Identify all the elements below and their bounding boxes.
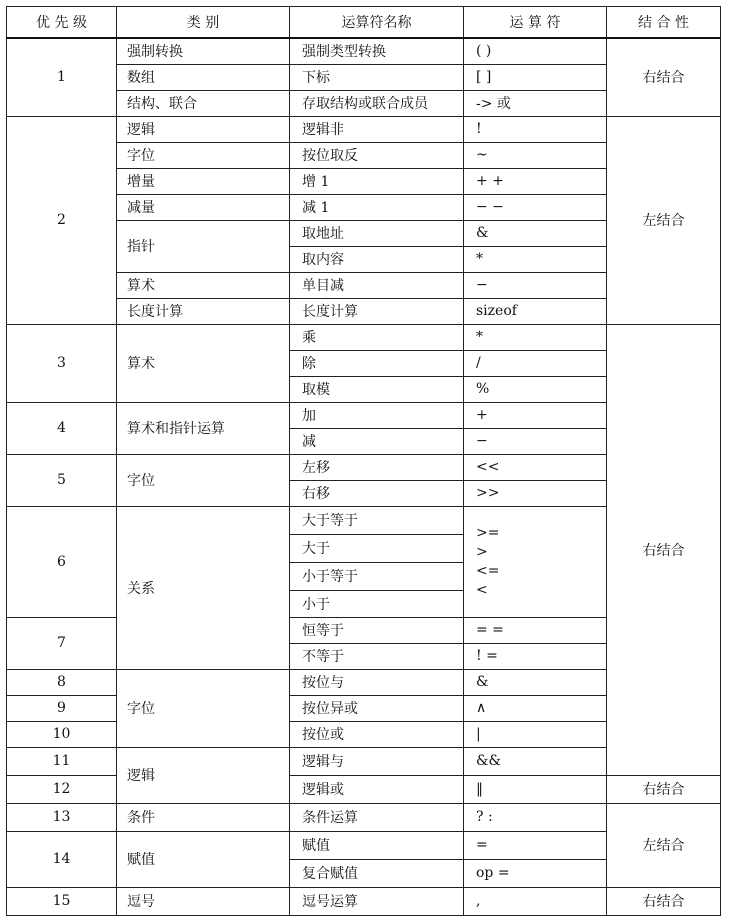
- category-cell: 算术和指针运算: [117, 402, 290, 454]
- operator-precedence-table: [6, 6, 721, 916]
- operator-cell: ~: [464, 142, 607, 168]
- header-category: 类 别: [117, 7, 290, 39]
- operator-name-cell: 大于等于: [290, 506, 464, 534]
- operator-name-cell: 乘: [290, 324, 464, 350]
- category-cell: 指针: [117, 220, 290, 272]
- operator-ge: >=: [476, 524, 500, 541]
- priority-cell: 10: [7, 721, 117, 747]
- associativity-cell: 右结合: [607, 38, 721, 116]
- operator-name-cell: 下标: [290, 64, 464, 90]
- operator-cell: <<: [464, 454, 607, 480]
- category-cell: 算术: [117, 324, 290, 402]
- operator-cell: &: [464, 220, 607, 246]
- header-priority: 优 先 级: [7, 7, 117, 39]
- operator-cell: ! =: [464, 643, 607, 669]
- operator-name-cell: 逻辑或: [290, 775, 464, 803]
- priority-cell: 8: [7, 669, 117, 695]
- operator-cell: =: [464, 831, 607, 859]
- category-cell: 逗号: [117, 887, 290, 915]
- category-cell: 字位: [117, 669, 290, 747]
- operator-name-cell: 逗号运算: [290, 887, 464, 915]
- priority-cell: 3: [7, 324, 117, 402]
- operator-cell: ∧: [464, 695, 607, 721]
- header-associativity: 结 合 性: [607, 7, 721, 39]
- associativity-cell: 左结合: [607, 803, 721, 887]
- operator-name-cell: 大于: [290, 534, 464, 562]
- operator-name-cell: 恒等于: [290, 617, 464, 643]
- operator-name-cell: 强制类型转换: [290, 38, 464, 64]
- operator-name-cell: 按位异或: [290, 695, 464, 721]
- operator-cell: -> 或: [464, 90, 607, 116]
- priority-cell: 4: [7, 402, 117, 454]
- table-row: [7, 38, 721, 64]
- category-cell: 强制转换: [117, 38, 290, 64]
- associativity-cell: 右结合: [607, 887, 721, 915]
- category-cell: 算术: [117, 272, 290, 298]
- category-cell: 逻辑: [117, 116, 290, 142]
- category-cell: 增量: [117, 168, 290, 194]
- table-row: [7, 803, 721, 831]
- category-cell: 关系: [117, 506, 290, 669]
- associativity-cell: 右结合: [607, 324, 721, 775]
- operator-name-cell: 按位与: [290, 669, 464, 695]
- category-cell: 结构、联合: [117, 90, 290, 116]
- category-cell: 减量: [117, 194, 290, 220]
- operator-name-cell: 除: [290, 350, 464, 376]
- operator-cell: ? :: [464, 803, 607, 831]
- priority-cell: 9: [7, 695, 117, 721]
- priority-cell: 1: [7, 38, 117, 116]
- header-row: [7, 7, 721, 39]
- category-cell: 字位: [117, 454, 290, 506]
- category-cell: 数组: [117, 64, 290, 90]
- operator-cell: [ ]: [464, 64, 607, 90]
- operator-name-cell: 按位或: [290, 721, 464, 747]
- operator-lt: <: [476, 581, 488, 598]
- operator-name-cell: 长度计算: [290, 298, 464, 324]
- operator-le: <=: [476, 562, 500, 579]
- operator-name-cell: 左移: [290, 454, 464, 480]
- category-cell: 条件: [117, 803, 290, 831]
- operator-gt: >: [476, 543, 488, 560]
- operator-cell: %: [464, 376, 607, 402]
- operator-cell: sizeof: [464, 298, 607, 324]
- operator-cell: |: [464, 721, 607, 747]
- priority-cell: 12: [7, 775, 117, 803]
- operator-name-cell: 条件运算: [290, 803, 464, 831]
- operator-name-cell: 取模: [290, 376, 464, 402]
- operator-name-cell: 按位取反: [290, 142, 464, 168]
- table-row: [7, 775, 721, 803]
- operator-name-cell: 逻辑与: [290, 747, 464, 775]
- operator-cell: op =: [464, 859, 607, 887]
- table-row: [7, 887, 721, 915]
- operator-name-cell: 单目减: [290, 272, 464, 298]
- operator-name-cell: 取内容: [290, 246, 464, 272]
- operator-name-cell: 小于: [290, 590, 464, 617]
- category-cell: 赋值: [117, 831, 290, 887]
- operator-cell: −: [464, 272, 607, 298]
- priority-cell: 2: [7, 116, 117, 324]
- operator-name-cell: 小于等于: [290, 562, 464, 590]
- table-row: [7, 324, 721, 350]
- operator-name-cell: 赋值: [290, 831, 464, 859]
- operator-name-cell: 加: [290, 402, 464, 428]
- operator-cell: − −: [464, 194, 607, 220]
- operator-cell: −: [464, 428, 607, 454]
- operator-cell: !: [464, 116, 607, 142]
- category-cell: 字位: [117, 142, 290, 168]
- operator-cell: ,: [464, 887, 607, 915]
- associativity-cell: 右结合: [607, 775, 721, 803]
- associativity-cell: 左结合: [607, 116, 721, 324]
- header-operator: 运 算 符: [464, 7, 607, 39]
- operator-name-cell: 逻辑非: [290, 116, 464, 142]
- priority-cell: 6: [7, 506, 117, 617]
- category-cell: 逻辑: [117, 747, 290, 803]
- relational-operator-stack: [476, 524, 606, 600]
- priority-cell: 7: [7, 617, 117, 669]
- priority-cell: 5: [7, 454, 117, 506]
- category-cell: 长度计算: [117, 298, 290, 324]
- operator-cell: +: [464, 402, 607, 428]
- operator-cell: *: [464, 324, 607, 350]
- operator-cell: >>: [464, 480, 607, 506]
- operator-name-cell: 减: [290, 428, 464, 454]
- priority-cell: 15: [7, 887, 117, 915]
- table-row: [7, 116, 721, 142]
- priority-cell: 13: [7, 803, 117, 831]
- operator-name-cell: 取地址: [290, 220, 464, 246]
- operator-cell: = =: [464, 617, 607, 643]
- operator-cell: &&: [464, 747, 607, 775]
- operator-name-cell: 不等于: [290, 643, 464, 669]
- operator-name-cell: 复合赋值: [290, 859, 464, 887]
- operator-name-cell: 存取结构或联合成员: [290, 90, 464, 116]
- operator-cell: /: [464, 350, 607, 376]
- operator-cell: *: [464, 246, 607, 272]
- priority-cell: 11: [7, 747, 117, 775]
- operator-cell: ( ): [464, 38, 607, 64]
- operator-name-cell: 减 1: [290, 194, 464, 220]
- operator-name-cell: 右移: [290, 480, 464, 506]
- operator-cell: + +: [464, 168, 607, 194]
- operator-cell: &: [464, 669, 607, 695]
- operator-cell: [464, 506, 607, 617]
- operator-name-cell: 增 1: [290, 168, 464, 194]
- header-operator-name: 运算符名称: [290, 7, 464, 39]
- operator-cell: ‖: [464, 775, 607, 803]
- priority-cell: 14: [7, 831, 117, 887]
